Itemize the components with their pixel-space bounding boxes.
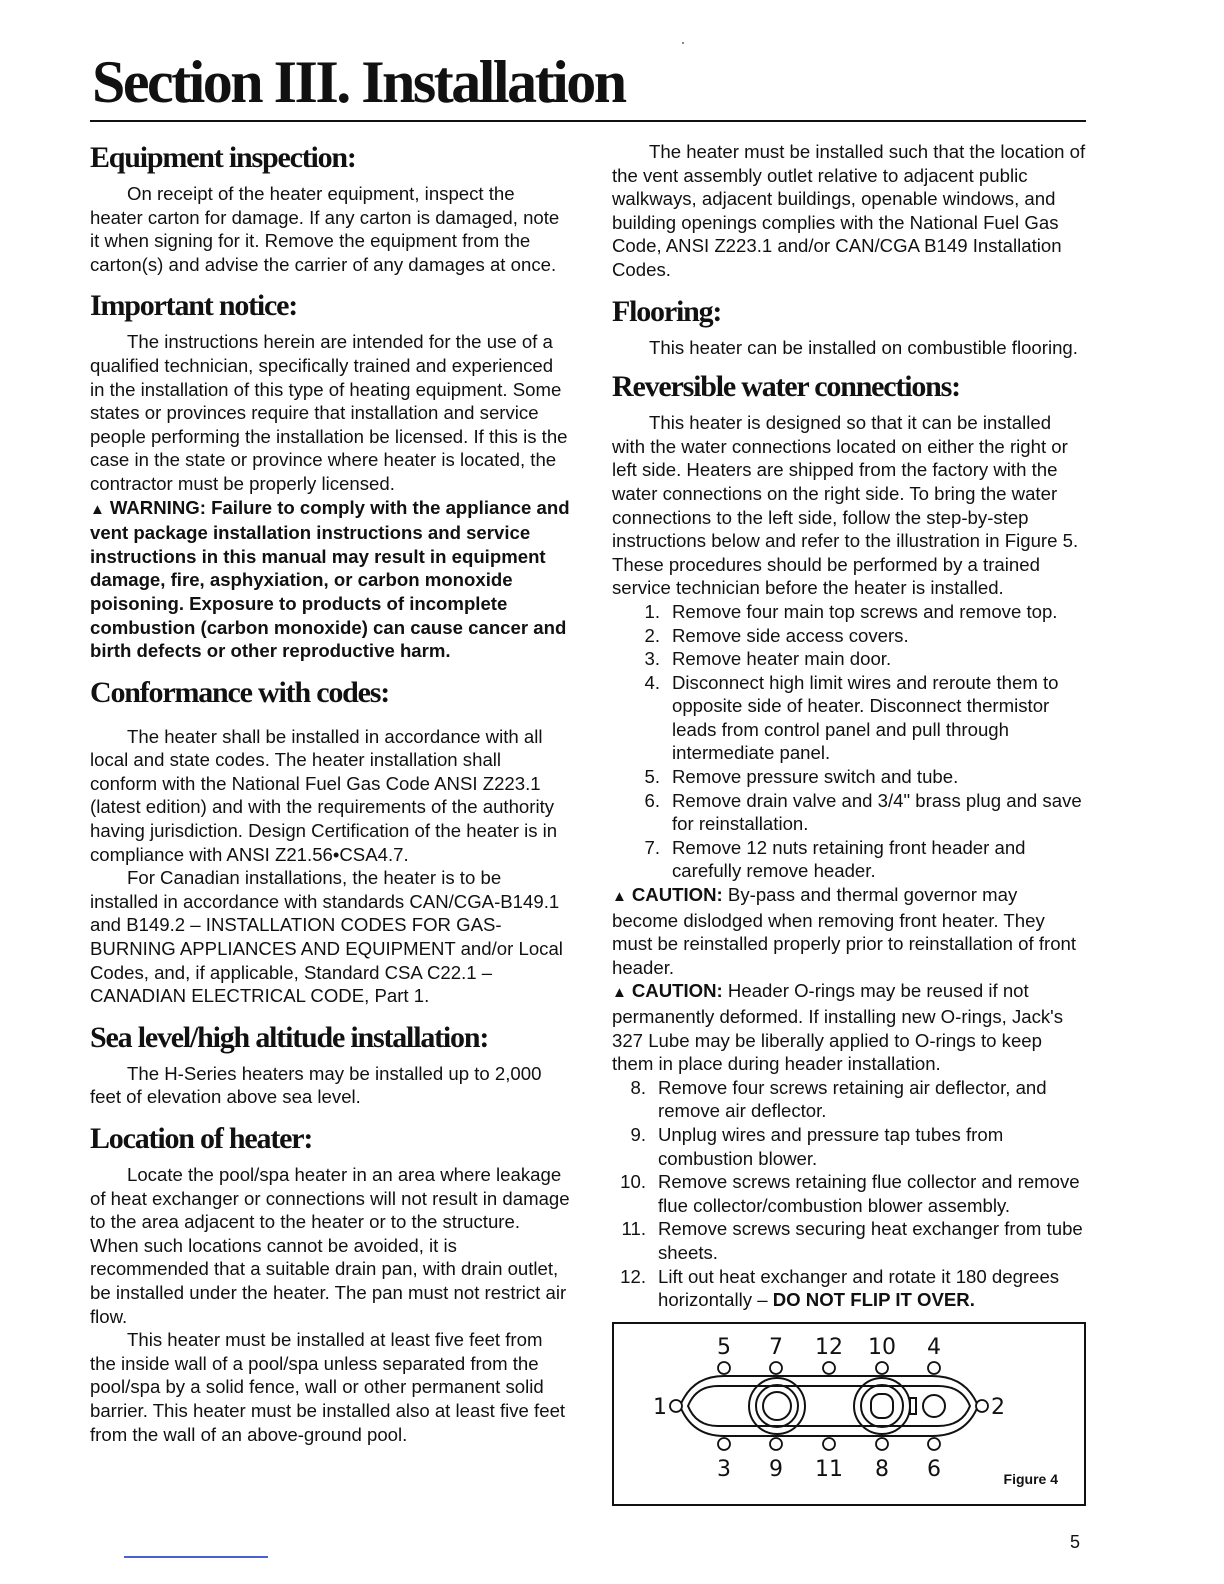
- bolt-10: [876, 1362, 888, 1374]
- bottom-label-8: 8: [875, 1456, 889, 1482]
- header-inner-outline: [688, 1386, 970, 1426]
- heading-reversible-water-connections: Reversible water connections:: [612, 370, 960, 404]
- equipment-inspection-text: On receipt of the heater equipment, inspect the heater carton for damage. If any carton is damaged, note it when signing for it. Remove the equipment from the carton(s) and advise the carrier of any damages at once.: [90, 183, 560, 275]
- list-item: 6. Remove drain valve and 3/4" brass plug and save for reinstallation.: [644, 789, 1082, 835]
- stray-mark: [682, 42, 684, 44]
- vent-location-text: The heater must be installed such that the location of the vent assembly outlet relative to adjacent public walkways, adjacent buildings, openable windows, and building openings complies with the National Fuel Gas Code, ANSI Z223.1 and/or CAN/CGA B149 Installation Codes.: [612, 141, 1086, 280]
- bolt-3: [718, 1438, 730, 1450]
- top-label-7: 7: [769, 1334, 783, 1360]
- list-item: 11. Remove screws securing heat exchanger from tube sheets.: [621, 1218, 1083, 1263]
- heading-flooring: Flooring:: [612, 294, 722, 328]
- right-column: [612, 140, 1088, 1506]
- warning-text: WARNING: Failure to comply with the appliance and vent package installation instructions and service instructions in this manual may result in equipment damage, fire, asphyxiation, or carbon monoxide poisoning. Exposure to products of incomplete combustion (carbon monoxide) can cause cancer and birth defects or other reproductive harm.: [90, 496, 570, 662]
- bolt-2: [976, 1400, 988, 1412]
- bolt-12: [823, 1362, 835, 1374]
- steps-list-b: [612, 1076, 1088, 1312]
- codes-text-1: The heater shall be installed in accordance with all local and state codes. The heater installation shall conform with the National Fuel Gas Code ANSI Z223.1 (latest edition) and with the requirements of the authority having jurisdiction. Design Certification of the heater is in compliance with ANSI Z21.56•CSA4.7.: [90, 725, 558, 865]
- location-text-1: Locate the pool/spa heater in an area where leakage of heat exchanger or connections will not result in damage to the area adjacent to the heater or to the structure. When such locations cannot be avoided, it is recommended that a suitable drain pan, with drain outlet, be installed under the heater. The pan must not restrict air flow.: [90, 1164, 570, 1327]
- heading-equipment-inspection: Equipment inspection:: [90, 141, 356, 174]
- reversible-text: This heater is designed so that it can be installed with the water connections located on either the right or left side. Heaters are shipped from the factory with the water connections on the right side. To bring the water connections to the left side, follow the step-by-step instructions below and refer to the illustration in Figure 5. These procedures should be performed by a trained service technician before the heater is installed.: [612, 412, 1079, 599]
- list-item: 5. Remove pressure switch and tube.: [644, 766, 959, 788]
- bolt-9: [770, 1438, 782, 1450]
- list-item: 10. Remove screws retaining flue collector and remove flue collector/combustion blower assembly.: [620, 1171, 1080, 1216]
- bottom-label-3: 3: [717, 1456, 731, 1482]
- list-item: 1. Remove four main top screws and remove top.: [644, 600, 1058, 622]
- caution-block-1: [612, 883, 1088, 979]
- caution-triangle-icon: ▲: [612, 984, 627, 1002]
- heading-conformance-codes: Conformance with codes:: [90, 675, 390, 709]
- footer-line: [124, 1556, 268, 1558]
- heading-sea-level-altitude: Sea level/high altitude installation:: [90, 1020, 489, 1054]
- list-item: 9. Unplug wires and pressure tap tubes from combustion blower.: [630, 1123, 1004, 1169]
- bolt-7: [770, 1362, 782, 1374]
- top-label-4: 4: [927, 1334, 941, 1360]
- header-sensor-port: [923, 1395, 945, 1417]
- codes-text-2: For Canadian installations, the heater is to be installed in accordance with standards CAN/CGA-B149.1 and B149.2 – INSTALLATION CODES FOR GAS-BURNING APPLIANCES AND EQUIPMENT and/or Local Codes, and, if applicable, Standard CSA C22.1 – CANADIAN ELECTRICAL CODE, Part 1.: [90, 867, 563, 1007]
- list-item: 4. Disconnect high limit wires and reroute them to opposite side of heater. Disconnect thermistor leads from control panel and pull through intermediate panel.: [644, 671, 1059, 764]
- left-column: [90, 140, 570, 1446]
- page-number: 5: [1069, 1532, 1080, 1552]
- caution-text-2: Header O-rings may be reused if not permanently deformed. If installing new O-rings, Jack's 327 Lube may be liberally applied to O-rings to keep them in place during header installation.: [612, 980, 1064, 1075]
- list-item: 12. Lift out heat exchanger and rotate it 180 degrees horizontally – DO NOT FLIP IT OVER.: [620, 1265, 1060, 1311]
- bottom-label-9: 9: [769, 1456, 783, 1482]
- heading-important-notice: Important notice:: [90, 289, 298, 323]
- bolt-11: [823, 1438, 835, 1450]
- list-item: 2. Remove side access covers.: [644, 624, 909, 646]
- caution-label: CAUTION:: [631, 884, 723, 906]
- warning-block: [90, 496, 570, 663]
- figure-4-header-diagram: [612, 1322, 1086, 1506]
- flooring-text: This heater can be installed on combustible flooring.: [649, 336, 1078, 358]
- side-label-1: 1: [653, 1394, 667, 1420]
- altitude-text: The H-Series heaters may be installed up to 2,000 feet of elevation above sea level.: [90, 1062, 542, 1108]
- top-label-10: 10: [868, 1334, 896, 1360]
- location-text-2: This heater must be installed at least five feet from the inside wall of a pool/spa unless separated from the pool/spa by a solid fence, wall or other permanent solid barrier. This heater must be installed also at least five feet from the wall of an above-ground pool.: [90, 1329, 566, 1445]
- figure-caption: Figure 4: [1003, 1471, 1058, 1488]
- bolt-5: [718, 1362, 730, 1374]
- list-item: 8. Remove four screws retaining air deflector, and remove air deflector.: [630, 1076, 1047, 1122]
- warning-triangle-icon: ▲: [90, 500, 105, 518]
- header-small-port: [910, 1398, 916, 1414]
- heading-location-of-heater: Location of heater:: [90, 1122, 313, 1155]
- bottom-label-6: 6: [927, 1456, 941, 1482]
- steps-list-a: [612, 600, 1088, 883]
- bolt-1: [670, 1400, 682, 1412]
- list-item: 3. Remove heater main door.: [644, 648, 892, 670]
- top-label-5: 5: [717, 1334, 731, 1360]
- caution-text-1: By-pass and thermal governor may become dislodged when removing front heater. They must be reinstalled properly prior to reinstallation of front header.: [612, 884, 1077, 978]
- list-item: 7. Remove 12 nuts retaining front header and carefully remove header.: [644, 836, 1026, 882]
- header-port-left-core: [763, 1392, 791, 1420]
- title-rule: [90, 120, 1086, 122]
- side-label-2: 2: [991, 1394, 1005, 1420]
- caution-label: CAUTION:: [631, 980, 723, 1002]
- top-label-12: 12: [815, 1334, 843, 1360]
- section-title: Section III. Installation: [92, 49, 625, 115]
- header-port-right-inner: [861, 1385, 903, 1427]
- important-notice-text: The instructions herein are intended for the use of a qualified technician, specifically trained and experienced in the installation of this type of heating equipment. Some states or provinces require that installation and service people performing the installation be licensed. If this is the case in the state or province where heater is located, the contractor must be properly licensed.: [90, 331, 568, 494]
- caution-triangle-icon: ▲: [612, 888, 627, 906]
- caution-block-2: [612, 979, 1088, 1075]
- bolt-8: [876, 1438, 888, 1450]
- header-port-right-core: [871, 1394, 893, 1418]
- bolt-6: [928, 1438, 940, 1450]
- bottom-label-11: 11: [815, 1456, 843, 1482]
- step12-emphasis: DO NOT FLIP IT OVER.: [772, 1289, 975, 1311]
- bolt-4: [928, 1362, 940, 1374]
